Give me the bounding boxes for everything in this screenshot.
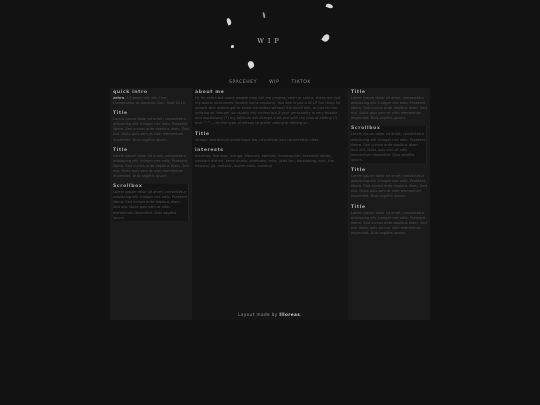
scrollbox[interactable] bbox=[113, 184, 189, 221]
block-text: Lorem ipsum dolor sit amet, consectetur adipiscing elit. Integer nec odio. Praesent libero. Sed cursus ante dapibus diam. Sed nisi. Nulla quis sem at nibh elementum imperdiet. Duis sagittis ipsum. bbox=[113, 117, 189, 142]
petal-decoration bbox=[231, 45, 234, 48]
petal-decoration bbox=[326, 3, 334, 9]
page-title: WIP bbox=[257, 37, 283, 45]
block-text: Lorem ipsum dolor sit amet, consectetur adipiscing elit. Integer nec odio. Praesent libero. Sed cursus ante dapibus diam. Sed nisi. Nulla quis sem at nibh elementum imperdiet. Duis sagittis ipsum. bbox=[113, 153, 189, 179]
about-title: about me bbox=[195, 90, 225, 95]
block-title: Title bbox=[351, 90, 366, 95]
footer-author-link[interactable]: Illoreas bbox=[279, 312, 301, 317]
petal-decoration bbox=[262, 12, 265, 18]
petal-decoration bbox=[226, 18, 232, 26]
right-column bbox=[348, 88, 430, 320]
layout-container bbox=[110, 88, 430, 320]
intro-body: , 14 years old, she / her, Consectetur at dapibus. Dec, Sept 2012. bbox=[113, 96, 187, 106]
scrollbox-title: Scrollbox bbox=[113, 184, 143, 190]
center-column bbox=[192, 88, 348, 320]
center-block bbox=[195, 132, 345, 143]
left-block bbox=[113, 148, 189, 179]
block-title: Title bbox=[195, 131, 210, 137]
intro-name: zehra bbox=[113, 96, 125, 100]
block-title: Title bbox=[351, 204, 366, 210]
block-title: Title bbox=[113, 147, 128, 153]
scrollbox-title: Scrollbox bbox=[351, 126, 381, 132]
block-text: Lorem ipsum dolor sit amet, consectetur adipiscing elit. Integer nec odio. Praesent libero. Sed cursus ante dapibus diam. Sed nisi. Nulla quis sem at nibh elementum imperdiet. Duis sagittis ipsum. bbox=[351, 174, 427, 199]
block-title: Title bbox=[113, 111, 128, 117]
about-block bbox=[195, 90, 345, 127]
page-header bbox=[0, 0, 540, 80]
page-footer bbox=[110, 312, 430, 317]
petal-decoration bbox=[247, 60, 256, 69]
top-nav bbox=[0, 80, 540, 85]
left-column bbox=[110, 88, 192, 320]
nav-link-spacehey[interactable]: SPACEHEY bbox=[229, 80, 258, 85]
right-block bbox=[351, 168, 427, 199]
scrollbox-text: Lorem ipsum dolor sit amet, consectetur adipiscing elit. Integer nec odio. Praesent libero. Sed cursus ante dapibus diam. Sed nisi. Nulla quis sem at nibh elementum imperdiet. Duis sagittis ipsum. bbox=[351, 132, 426, 162]
interests-title: interests bbox=[195, 147, 224, 153]
nav-link-wip[interactable]: WIP bbox=[269, 80, 280, 85]
scrollbox[interactable] bbox=[351, 126, 427, 163]
block-title: Title bbox=[351, 168, 366, 174]
right-block bbox=[351, 90, 427, 121]
block-text: Lorem ipsum dolor sit amet, consectetur adipiscing elit. Integer nec odio. Praesent libero. Sed cursus ante dapibus diam. Sed nisi. Nulla quis sem at nibh elementum imperdiet. Duis sagittis ipsum. bbox=[351, 210, 427, 235]
intro-block bbox=[113, 90, 189, 106]
block-text: Lorem ipsum dolor sit amet, consectetur adipiscing elit. Integer nec odio. Praesent libero. Sed cursus ante dapibus diam. Sed nisi. Nulla quis sem at nibh elementum imperdiet. Duis sagittis ipsum. bbox=[351, 96, 427, 121]
intro-text bbox=[113, 96, 189, 106]
left-block bbox=[113, 111, 189, 142]
footer-suffix: . bbox=[300, 312, 302, 317]
nav-link-tiktok[interactable]: TIKTOK bbox=[291, 80, 311, 85]
footer-prefix: Layout made by bbox=[238, 312, 278, 317]
right-block bbox=[351, 205, 427, 236]
interests-text: manhwa, manhua, manga, bleucert, swimmt, homosapher, taekmak roblox, valorant district, kenzi studio, pixelcake, misc, ytb4-fun, bouldering, epic, the musical, jjk, metallic, anime edits, makeup bbox=[195, 153, 335, 168]
interests-block bbox=[195, 148, 345, 169]
about-text: Hi, im zehra but some people may call me pmpms, zeeri or sairuz. these are just my online nicknames (mostly some random). this site is just a W-I-P fun thing for people who wanna get to know me better without the small talk, or just for fun. utilizing as 'though' so usually dry on feel but if your personality is very bubbly and explosively (*) my attitude will change a bit and with the plus of adding (!) and '^^'... im the type of person to prefer calling or talking on... bbox=[195, 96, 341, 126]
block-text: Integer vestibulum scelerisque leo, ut pretium orci consectetur vitae. bbox=[195, 137, 320, 142]
intro-title: quick intro bbox=[113, 90, 148, 95]
scrollbox-text: Lorem ipsum dolor sit amet, consectetur adipiscing elit. Integer nec odio. Praesent libero. Sed cursus ante dapibus diam. Sed nisi. Nulla quis sem at nibh elementum imperdiet. Duis sagittis ipsum. bbox=[113, 190, 188, 220]
